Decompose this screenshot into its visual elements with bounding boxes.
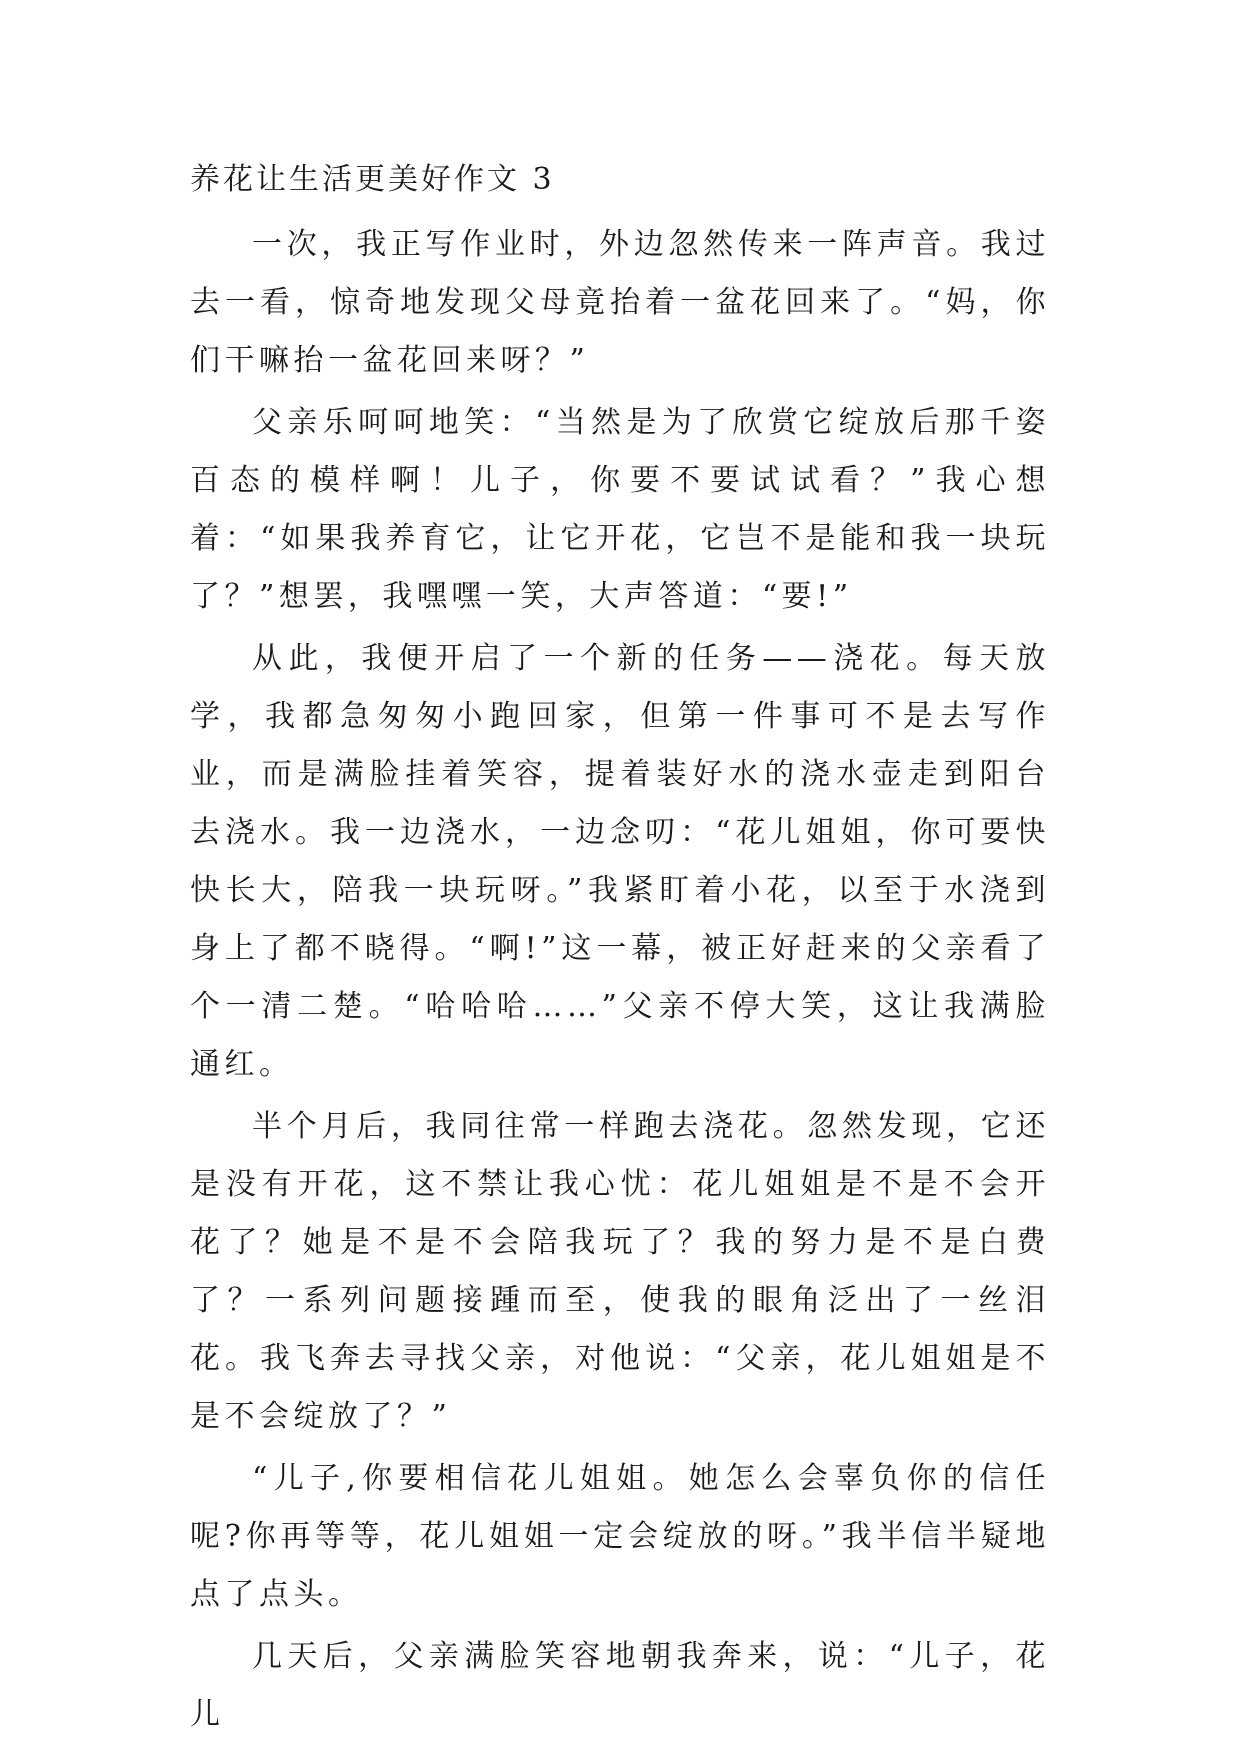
paragraph-5: “儿子,你要相信花儿姐姐。她怎么会辜负你的信任呢?你再等等，花儿姐姐一定会绽放的呀。”我半信半疑地点了点头。: [190, 1461, 1050, 1612]
paragraph-3: 从此，我便开启了一个新的任务——浇花。每天放学，我都急匆匆小跑回家，但第一件事可不是去写作业，而是满脸挂着笑容，提着装好水的浇水壶走到阳台去浇水。我一边浇水，一边念叨：“花儿姐姐，你可要快快长大，陪我一块玩呀。”我紧盯着小花，以至于水浇到身上了都不晓得。“啊!”这一幕，被正好赶来的父亲看了个一清二楚。“哈哈哈……”父亲不停大笑，这让我满脸通红。: [190, 641, 1050, 1082]
paragraph-6: 几天后，父亲满脸笑容地朝我奔来，说：“儿子，花儿: [190, 1639, 1050, 1732]
article-title: 养花让生活更美好作文 3: [190, 162, 555, 197]
paragraph-4: 半个月后，我同往常一样跑去浇花。忽然发现，它还是没有开花，这不禁让我心忧：花儿姐姐是不是不会开花了？她是不是不会陪我玩了？我的努力是不是白费了？一系列问题接踵而至，使我的眼角泛出了一丝泪花。我飞奔去寻找父亲，对他说：“父亲，花儿姐姐是不是不会绽放了？”: [190, 1109, 1050, 1434]
article-body: [190, 160, 1050, 1748]
paragraph-1: 一次，我正写作业时，外边忽然传来一阵声音。我过去一看，惊奇地发现父母竟抬着一盆花回来了。“妈，你们干嘛抬一盆花回来呀？”: [190, 227, 1050, 378]
paragraph-2: 父亲乐呵呵地笑：“当然是为了欣赏它绽放后那千姿百态的模样啊！儿子，你要不要试试看？”我心想着：“如果我养育它，让它开花，它岂不是能和我一块玩了？”想罢，我嘿嘿一笑，大声答道：“要!”: [190, 405, 1050, 614]
